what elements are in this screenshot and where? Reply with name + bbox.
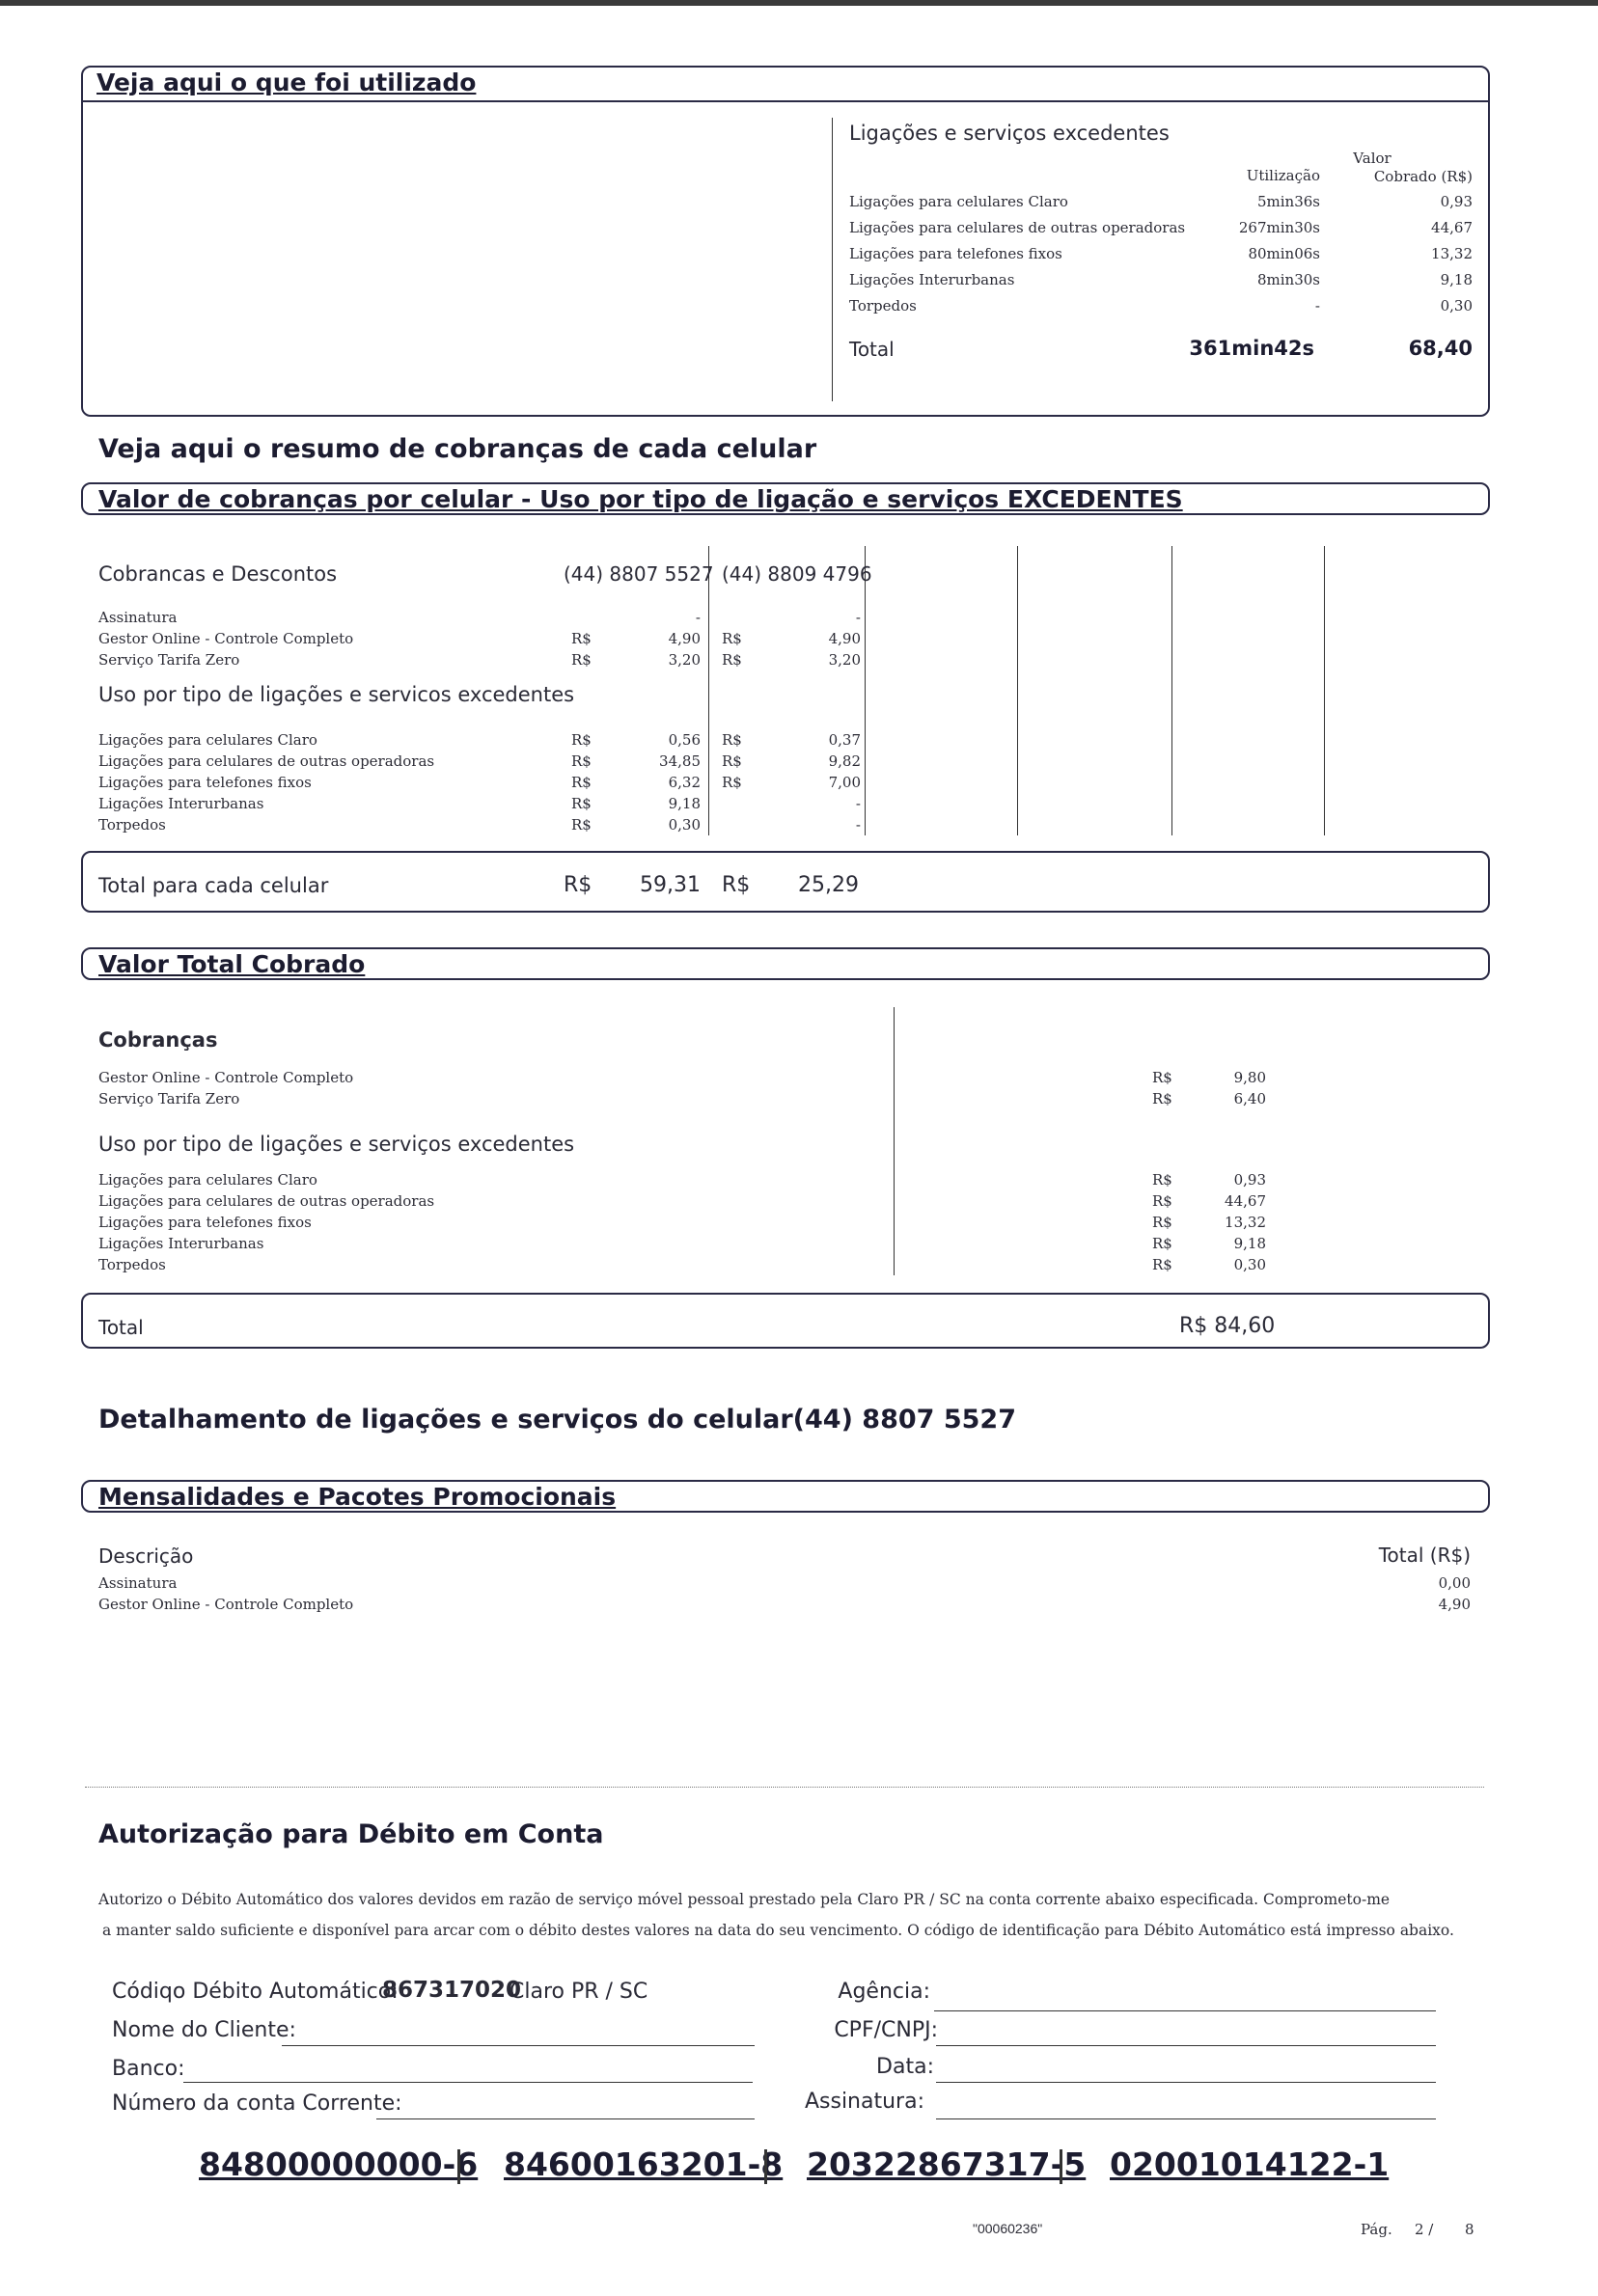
auth-code-company: Claro PR / SC — [510, 1980, 648, 2004]
total-charged-row-cur: R$ — [1152, 1069, 1172, 1086]
auth-cpf-label: CPF/CNPJ: — [834, 2018, 938, 2042]
total-charged-row — [98, 1169, 1266, 1190]
per-phone-row — [98, 814, 861, 835]
total-charged-row-cur: R$ — [1152, 1090, 1172, 1107]
monthly-rows — [98, 1572, 1471, 1615]
per-phone-usage-title: Uso por tipo de ligações e servicos excedentes — [98, 683, 575, 706]
total-charged-row-cur: R$ — [1152, 1214, 1172, 1231]
barcode-separator-2 — [764, 2149, 767, 2184]
per-phone-row-a-cur: R$ — [571, 731, 592, 749]
per-phone-divider-2 — [865, 546, 866, 835]
per-phone-total-b: 25,29 — [798, 873, 859, 897]
summary-title: Veja aqui o resumo de cobranças de cada celular — [98, 434, 817, 464]
per-phone-divider-4 — [1171, 546, 1172, 835]
per-phone-row-b-val: 3,20 — [828, 651, 861, 669]
usage-row-value: 0,30 — [1440, 297, 1473, 314]
usage-total-value: 68,40 — [1408, 337, 1473, 360]
total-charged-usage-title: Uso por tipo de ligações e serviços excedentes — [98, 1133, 575, 1156]
monthly-row-label: Gestor Online - Controle Completo — [98, 1596, 354, 1613]
per-phone-phone-a: (44) 8807 5527 — [564, 562, 714, 586]
total-charged-row — [98, 1190, 1266, 1212]
usage-row-label: Ligações Interurbanas — [849, 271, 1015, 288]
monthly-header — [81, 1480, 1490, 1513]
auth-agency-label: Agência: — [838, 1980, 930, 2004]
per-phone-row-b-cur: R$ — [722, 651, 742, 669]
usage-header — [81, 66, 1490, 102]
per-phone-total-label: Total para cada celular — [98, 874, 329, 897]
per-phone-row-b-cur: R$ — [722, 731, 742, 749]
per-phone-row-b-val: - — [855, 609, 861, 626]
total-charged-header-title: Valor Total Cobrado — [98, 950, 366, 978]
per-phone-row-a-cur: R$ — [571, 630, 592, 647]
barcode-separator-1 — [457, 2149, 460, 2184]
per-phone-row — [98, 628, 861, 649]
per-phone-total-a-cur: R$ — [564, 873, 592, 897]
total-charged-row-val: 6,40 — [1233, 1090, 1266, 1107]
usage-total-label: Total — [849, 338, 895, 361]
per-phone-row — [98, 729, 861, 751]
total-charged-row-val: 9,18 — [1233, 1235, 1266, 1252]
auth-code-label: Códiqo Débito Automático: — [112, 1980, 399, 2004]
usage-col-value-l2: Cobrado (R$) — [1373, 168, 1473, 185]
total-charged-row-label: Ligações Interurbanas — [98, 1235, 264, 1252]
usage-panel-divider — [832, 118, 833, 401]
usage-row-value: 0,93 — [1440, 193, 1473, 210]
auth-agency-line — [934, 2010, 1436, 2011]
per-phone-row-a-val: 0,56 — [668, 731, 701, 749]
per-phone-row-a-val: 9,18 — [668, 795, 701, 812]
total-charged-row — [98, 1067, 1266, 1088]
auth-bank-label: Banco: — [112, 2057, 185, 2081]
usage-row-usage: 267min30s — [1238, 219, 1320, 236]
barcode-segment-1: 84800000000-6 — [199, 2146, 479, 2183]
per-phone-row-b-cur: R$ — [722, 630, 742, 647]
per-phone-row-label: Ligações para telefones fixos — [98, 774, 312, 791]
per-phone-row-label: Ligações Interurbanas — [98, 795, 264, 812]
total-charged-row-cur: R$ — [1152, 1235, 1172, 1252]
per-phone-row-a-val: 3,20 — [668, 651, 701, 669]
footer-doc-id: "00060236" — [973, 2221, 1043, 2236]
monthly-row-label: Assinatura — [98, 1574, 178, 1592]
usage-row — [849, 293, 1473, 319]
total-charged-header — [81, 947, 1490, 980]
usage-total-usage: 361min42s — [1189, 337, 1314, 360]
per-phone-row — [98, 649, 861, 670]
total-charged-row-cur: R$ — [1152, 1192, 1172, 1210]
total-charged-row-label: Ligações para celulares Claro — [98, 1171, 317, 1189]
monthly-row-value: 4,90 — [1438, 1596, 1471, 1613]
per-phone-row-a-val: 0,30 — [668, 816, 701, 834]
per-phone-total-a: 59,31 — [640, 873, 701, 897]
barcode-separator-3 — [1060, 2149, 1062, 2184]
total-charged-row-cur: R$ — [1152, 1171, 1172, 1189]
per-phone-row-b-val: 9,82 — [828, 752, 861, 770]
usage-row — [849, 241, 1473, 267]
authorization-title: Autorização para Débito em Conta — [98, 1819, 604, 1849]
per-phone-row-label: Torpedos — [98, 816, 166, 834]
per-phone-row-label: Assinatura — [98, 609, 178, 626]
per-phone-row-b-val: 4,90 — [828, 630, 861, 647]
per-phone-row-a-val: 4,90 — [668, 630, 701, 647]
per-phone-row-b-val: - — [855, 816, 861, 834]
auth-client-label: Nome do Cliente: — [112, 2018, 296, 2042]
per-phone-row-b-cur: R$ — [722, 752, 742, 770]
monthly-row — [98, 1594, 1471, 1615]
total-charged-total-label: Total — [98, 1316, 144, 1339]
total-charged-row-label: Serviço Tarifa Zero — [98, 1090, 240, 1107]
monthly-header-title: Mensalidades e Pacotes Promocionais — [98, 1483, 617, 1511]
per-phone-row-b-val: 0,37 — [828, 731, 861, 749]
usage-row-usage: 8min30s — [1256, 271, 1320, 288]
usage-row-label: Ligações para celulares Claro — [849, 193, 1068, 210]
per-phone-row-label: Gestor Online - Controle Completo — [98, 630, 354, 647]
per-phone-row — [98, 793, 861, 814]
barcode-segment-2: 84600163201-8 — [504, 2146, 784, 2183]
auth-bank-line — [183, 2082, 753, 2083]
usage-row — [849, 267, 1473, 293]
usage-panel-title: Ligações e serviços excedentes — [849, 122, 1170, 145]
auth-signature-line — [936, 2118, 1436, 2119]
per-phone-row — [98, 607, 861, 628]
per-phone-row-a-val: - — [695, 609, 701, 626]
usage-row-usage: 5min36s — [1256, 193, 1320, 210]
auth-client-line — [282, 2045, 755, 2046]
usage-row-value: 9,18 — [1440, 271, 1473, 288]
total-charged-total-value: R$ 84,60 — [1179, 1314, 1276, 1338]
detail-title: Detalhamento de ligações e serviços do celular(44) 8807 5527 — [98, 1405, 1016, 1435]
monthly-row — [98, 1572, 1471, 1594]
per-phone-usage-rows — [98, 729, 861, 835]
total-charged-row-val: 13,32 — [1225, 1214, 1266, 1231]
auth-code-value: 867317020 — [382, 1978, 522, 2003]
footer-page-total: 8 — [1465, 2221, 1474, 2238]
total-charged-row-label: Ligações para celulares de outras operadoras — [98, 1192, 435, 1210]
usage-col-value-l1: Valor — [1353, 150, 1391, 167]
monthly-row-value: 0,00 — [1438, 1574, 1471, 1592]
per-phone-header — [81, 482, 1490, 515]
auth-account-line — [376, 2118, 755, 2119]
usage-header-title: Veja aqui o que foi utilizado — [96, 68, 477, 96]
total-charged-row-val: 44,67 — [1225, 1192, 1266, 1210]
per-phone-row-a-cur: R$ — [571, 795, 592, 812]
per-phone-row-a-cur: R$ — [571, 752, 592, 770]
usage-rows — [849, 189, 1473, 319]
authorization-text-2: a manter saldo suficiente e disponível para arcar com o débito destes valores na data do seu vencimento. O código de identificação para Débito Automático está impresso abaixo. — [102, 1922, 1454, 1939]
per-phone-divider-3 — [1017, 546, 1018, 835]
total-charged-row-cur: R$ — [1152, 1256, 1172, 1273]
tear-line — [85, 1787, 1484, 1788]
per-phone-phone-b: (44) 8809 4796 — [722, 562, 872, 586]
per-phone-row-a-cur: R$ — [571, 651, 592, 669]
page-top-border — [0, 0, 1598, 6]
per-phone-row-label: Ligações para celulares de outras operadoras — [98, 752, 435, 770]
usage-row-label: Ligações para telefones fixos — [849, 245, 1062, 262]
per-phone-row — [98, 751, 861, 772]
monthly-col-total: Total (R$) — [1378, 1544, 1471, 1567]
total-charged-total-box — [81, 1293, 1490, 1349]
per-phone-row-label: Serviço Tarifa Zero — [98, 651, 240, 669]
barcode-segment-4: 02001014122-1 — [1110, 2146, 1390, 2183]
total-charged-row-val: 9,80 — [1233, 1069, 1266, 1086]
usage-row-usage: 80min06s — [1248, 245, 1320, 262]
per-phone-row-a-cur: R$ — [571, 774, 592, 791]
per-phone-divider-5 — [1324, 546, 1325, 835]
per-phone-row-b-val: 7,00 — [828, 774, 861, 791]
authorization-text-1: Autorizo o Débito Automático dos valores devidos em razão de serviço móvel pessoal prestado pela Claro PR / SC na conta corrente abaixo especificada. Comprometo-me — [98, 1891, 1391, 1908]
auth-account-label: Número da conta Corrente: — [112, 2091, 402, 2116]
total-charged-row-label: Ligações para telefones fixos — [98, 1214, 312, 1231]
per-phone-row — [98, 772, 861, 793]
total-charged-charges-title: Cobranças — [98, 1028, 218, 1052]
total-charged-row-val: 0,30 — [1233, 1256, 1266, 1273]
total-charged-row-val: 0,93 — [1233, 1171, 1266, 1189]
per-phone-row-label: Ligações para celulares Claro — [98, 731, 317, 749]
auth-cpf-line — [936, 2045, 1436, 2046]
usage-col-usage: Utilização — [1246, 167, 1320, 184]
per-phone-total-b-cur: R$ — [722, 873, 751, 897]
usage-row-label: Ligações para celulares de outras operadoras — [849, 219, 1186, 236]
usage-row-value: 44,67 — [1431, 219, 1473, 236]
usage-row-usage: - — [1314, 297, 1320, 314]
per-phone-row-b-cur: R$ — [722, 774, 742, 791]
auth-signature-label: Assinatura: — [804, 2090, 924, 2114]
per-phone-charges-title: Cobrancas e Descontos — [98, 562, 338, 586]
per-phone-header-title: Valor de cobranças por celular - Uso por tipo de ligação e serviços EXCEDENTES — [98, 485, 1183, 513]
footer-page-value: 2 / — [1415, 2221, 1434, 2238]
total-charged-usage-rows — [98, 1169, 1266, 1275]
barcode-segment-3: 20322867317-5 — [807, 2146, 1087, 2183]
auth-date-label: Data: — [876, 2055, 934, 2079]
monthly-col-desc: Descrição — [98, 1544, 194, 1568]
total-charged-row — [98, 1233, 1266, 1254]
usage-row — [849, 215, 1473, 241]
per-phone-row-a-val: 34,85 — [659, 752, 701, 770]
total-charged-row — [98, 1212, 1266, 1233]
per-phone-charges-rows — [98, 607, 861, 670]
total-charged-row-label: Torpedos — [98, 1256, 166, 1273]
per-phone-row-b-val: - — [855, 795, 861, 812]
total-charged-charges-rows — [98, 1067, 1266, 1109]
usage-row-value: 13,32 — [1431, 245, 1473, 262]
auth-date-line — [936, 2082, 1436, 2083]
footer-page-label: Pág. — [1361, 2221, 1392, 2238]
per-phone-row-a-val: 6,32 — [668, 774, 701, 791]
per-phone-row-a-cur: R$ — [571, 816, 592, 834]
total-charged-row-label: Gestor Online - Controle Completo — [98, 1069, 354, 1086]
total-charged-row — [98, 1088, 1266, 1109]
total-charged-row — [98, 1254, 1266, 1275]
usage-row-label: Torpedos — [849, 297, 917, 314]
usage-row — [849, 189, 1473, 215]
